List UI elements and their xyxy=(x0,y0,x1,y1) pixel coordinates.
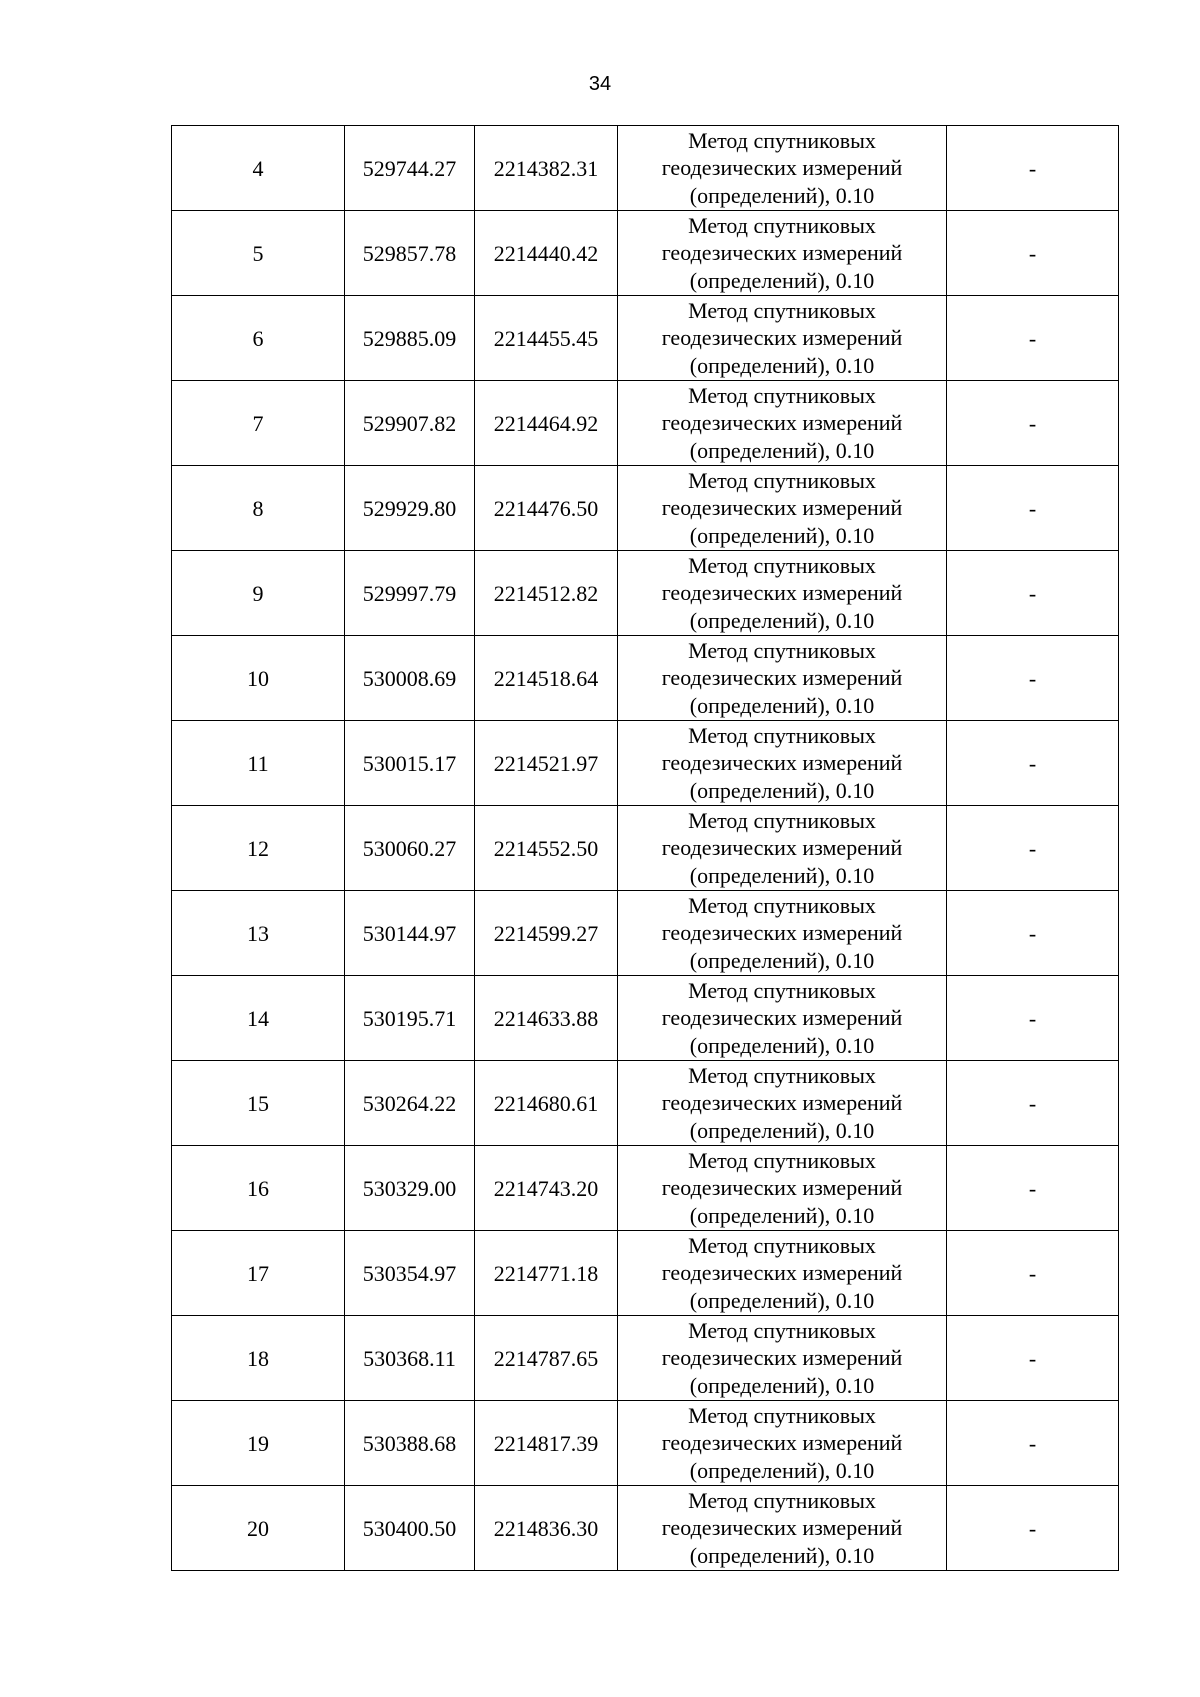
point-number-cell: 5 xyxy=(172,211,345,296)
note-cell: - xyxy=(947,721,1119,806)
table-row xyxy=(172,636,1119,721)
point-number-cell: 8 xyxy=(172,466,345,551)
method-line: геодезических измерений xyxy=(661,155,903,181)
point-number-cell: 18 xyxy=(172,1316,345,1401)
method-line: (определений), 0.10 xyxy=(689,1202,875,1228)
y-coordinate-cell: 2214743.20 xyxy=(475,1146,618,1231)
method-line: (определений), 0.10 xyxy=(689,1117,875,1143)
table-row xyxy=(172,891,1119,976)
point-number-cell: 17 xyxy=(172,1231,345,1316)
x-coordinate-cell: 530329.00 xyxy=(345,1146,475,1231)
x-coordinate-cell: 530400.50 xyxy=(345,1486,475,1571)
point-number-cell: 7 xyxy=(172,381,345,466)
point-number-cell: 16 xyxy=(172,1146,345,1231)
page-number: 34 xyxy=(588,73,612,95)
x-coordinate-cell: 530368.11 xyxy=(345,1316,475,1401)
method-line: Метод спутниковых xyxy=(688,127,876,153)
note-cell: - xyxy=(947,806,1119,891)
method-line: Метод спутниковых xyxy=(688,892,876,918)
method-line: Метод спутниковых xyxy=(688,552,876,578)
note-cell: - xyxy=(947,126,1119,211)
note-cell: - xyxy=(947,1401,1119,1486)
note-cell: - xyxy=(947,466,1119,551)
y-coordinate-cell: 2214771.18 xyxy=(475,1231,618,1316)
note-cell: - xyxy=(947,551,1119,636)
method-line: геодезических измерений xyxy=(661,580,903,606)
x-coordinate-cell: 529997.79 xyxy=(345,551,475,636)
note-cell: - xyxy=(947,211,1119,296)
note-cell: - xyxy=(947,1316,1119,1401)
method-line: геодезических измерений xyxy=(661,750,903,776)
method-line: Метод спутниковых xyxy=(688,977,876,1003)
method-cell xyxy=(618,806,947,891)
coordinates-table xyxy=(171,125,1119,1571)
method-line: Метод спутниковых xyxy=(688,382,876,408)
table-row xyxy=(172,126,1119,211)
method-line: Метод спутниковых xyxy=(688,637,876,663)
x-coordinate-cell: 530015.17 xyxy=(345,721,475,806)
method-line: Метод спутниковых xyxy=(688,1317,876,1343)
method-cell xyxy=(618,381,947,466)
method-line: геодезических измерений xyxy=(661,835,903,861)
point-number-cell: 15 xyxy=(172,1061,345,1146)
method-line: (определений), 0.10 xyxy=(689,522,875,548)
table-row xyxy=(172,296,1119,381)
method-line: геодезических измерений xyxy=(661,1430,903,1456)
method-line: (определений), 0.10 xyxy=(689,1457,875,1483)
method-line: (определений), 0.10 xyxy=(689,947,875,973)
x-coordinate-cell: 530008.69 xyxy=(345,636,475,721)
method-line: Метод спутниковых xyxy=(688,1062,876,1088)
method-line: Метод спутниковых xyxy=(688,1402,876,1428)
note-cell: - xyxy=(947,1486,1119,1571)
method-line: геодезических измерений xyxy=(661,1005,903,1031)
x-coordinate-cell: 529857.78 xyxy=(345,211,475,296)
method-cell xyxy=(618,976,947,1061)
method-line: Метод спутниковых xyxy=(688,467,876,493)
point-number-cell: 14 xyxy=(172,976,345,1061)
note-cell: - xyxy=(947,636,1119,721)
point-number-cell: 11 xyxy=(172,721,345,806)
point-number-cell: 9 xyxy=(172,551,345,636)
table-row xyxy=(172,551,1119,636)
point-number-cell: 10 xyxy=(172,636,345,721)
x-coordinate-cell: 530264.22 xyxy=(345,1061,475,1146)
x-coordinate-cell: 530060.27 xyxy=(345,806,475,891)
method-cell xyxy=(618,1061,947,1146)
table-row xyxy=(172,1316,1119,1401)
x-coordinate-cell: 529744.27 xyxy=(345,126,475,211)
note-cell: - xyxy=(947,381,1119,466)
table-row xyxy=(172,381,1119,466)
x-coordinate-cell: 530195.71 xyxy=(345,976,475,1061)
method-line: геодезических измерений xyxy=(661,665,903,691)
note-cell: - xyxy=(947,1231,1119,1316)
point-number-cell: 4 xyxy=(172,126,345,211)
method-line: Метод спутниковых xyxy=(688,1147,876,1173)
y-coordinate-cell: 2214382.31 xyxy=(475,126,618,211)
point-number-cell: 13 xyxy=(172,891,345,976)
method-line: (определений), 0.10 xyxy=(689,862,875,888)
note-cell: - xyxy=(947,1146,1119,1231)
y-coordinate-cell: 2214455.45 xyxy=(475,296,618,381)
x-coordinate-cell: 530388.68 xyxy=(345,1401,475,1486)
method-line: геодезических измерений xyxy=(661,240,903,266)
method-cell xyxy=(618,1486,947,1571)
method-line: (определений), 0.10 xyxy=(689,1287,875,1313)
method-line: (определений), 0.10 xyxy=(689,267,875,293)
method-cell xyxy=(618,1146,947,1231)
method-cell xyxy=(618,1401,947,1486)
method-line: (определений), 0.10 xyxy=(689,1032,875,1058)
method-cell xyxy=(618,466,947,551)
method-line: геодезических измерений xyxy=(661,410,903,436)
method-line: (определений), 0.10 xyxy=(689,1542,875,1568)
method-cell xyxy=(618,126,947,211)
method-cell xyxy=(618,1316,947,1401)
note-cell: - xyxy=(947,976,1119,1061)
x-coordinate-cell: 530144.97 xyxy=(345,891,475,976)
point-number-cell: 12 xyxy=(172,806,345,891)
point-number-cell: 20 xyxy=(172,1486,345,1571)
method-line: (определений), 0.10 xyxy=(689,607,875,633)
table-row xyxy=(172,976,1119,1061)
method-cell xyxy=(618,1231,947,1316)
note-cell: - xyxy=(947,891,1119,976)
y-coordinate-cell: 2214552.50 xyxy=(475,806,618,891)
y-coordinate-cell: 2214633.88 xyxy=(475,976,618,1061)
method-line: геодезических измерений xyxy=(661,1260,903,1286)
method-line: (определений), 0.10 xyxy=(689,182,875,208)
method-cell xyxy=(618,636,947,721)
method-cell xyxy=(618,891,947,976)
method-line: (определений), 0.10 xyxy=(689,352,875,378)
method-cell xyxy=(618,551,947,636)
method-line: Метод спутниковых xyxy=(688,297,876,323)
x-coordinate-cell: 529907.82 xyxy=(345,381,475,466)
y-coordinate-cell: 2214521.97 xyxy=(475,721,618,806)
x-coordinate-cell: 529885.09 xyxy=(345,296,475,381)
method-cell xyxy=(618,211,947,296)
method-line: Метод спутниковых xyxy=(688,212,876,238)
point-number-cell: 6 xyxy=(172,296,345,381)
table-row xyxy=(172,721,1119,806)
table-row xyxy=(172,1401,1119,1486)
y-coordinate-cell: 2214787.65 xyxy=(475,1316,618,1401)
y-coordinate-cell: 2214680.61 xyxy=(475,1061,618,1146)
method-line: (определений), 0.10 xyxy=(689,437,875,463)
method-cell xyxy=(618,721,947,806)
y-coordinate-cell: 2214512.82 xyxy=(475,551,618,636)
y-coordinate-cell: 2214836.30 xyxy=(475,1486,618,1571)
method-line: Метод спутниковых xyxy=(688,722,876,748)
method-line: (определений), 0.10 xyxy=(689,1372,875,1398)
method-line: геодезических измерений xyxy=(661,1175,903,1201)
method-line: геодезических измерений xyxy=(661,325,903,351)
method-line: (определений), 0.10 xyxy=(689,692,875,718)
table-row xyxy=(172,466,1119,551)
coordinates-table-body xyxy=(172,126,1119,1571)
method-line: Метод спутниковых xyxy=(688,1487,876,1513)
method-line: геодезических измерений xyxy=(661,920,903,946)
point-number-cell: 19 xyxy=(172,1401,345,1486)
y-coordinate-cell: 2214518.64 xyxy=(475,636,618,721)
method-cell xyxy=(618,296,947,381)
note-cell: - xyxy=(947,1061,1119,1146)
table-row xyxy=(172,1061,1119,1146)
note-cell: - xyxy=(947,296,1119,381)
method-line: геодезических измерений xyxy=(661,1345,903,1371)
method-line: Метод спутниковых xyxy=(688,1232,876,1258)
y-coordinate-cell: 2214817.39 xyxy=(475,1401,618,1486)
table-row xyxy=(172,1231,1119,1316)
y-coordinate-cell: 2214440.42 xyxy=(475,211,618,296)
y-coordinate-cell: 2214464.92 xyxy=(475,381,618,466)
method-line: геодезических измерений xyxy=(661,495,903,521)
table-row xyxy=(172,806,1119,891)
table-row xyxy=(172,1146,1119,1231)
method-line: (определений), 0.10 xyxy=(689,777,875,803)
table-row xyxy=(172,1486,1119,1571)
method-line: Метод спутниковых xyxy=(688,807,876,833)
table-row xyxy=(172,211,1119,296)
y-coordinate-cell: 2214476.50 xyxy=(475,466,618,551)
x-coordinate-cell: 530354.97 xyxy=(345,1231,475,1316)
method-line: геодезических измерений xyxy=(661,1515,903,1541)
y-coordinate-cell: 2214599.27 xyxy=(475,891,618,976)
method-line: геодезических измерений xyxy=(661,1090,903,1116)
x-coordinate-cell: 529929.80 xyxy=(345,466,475,551)
